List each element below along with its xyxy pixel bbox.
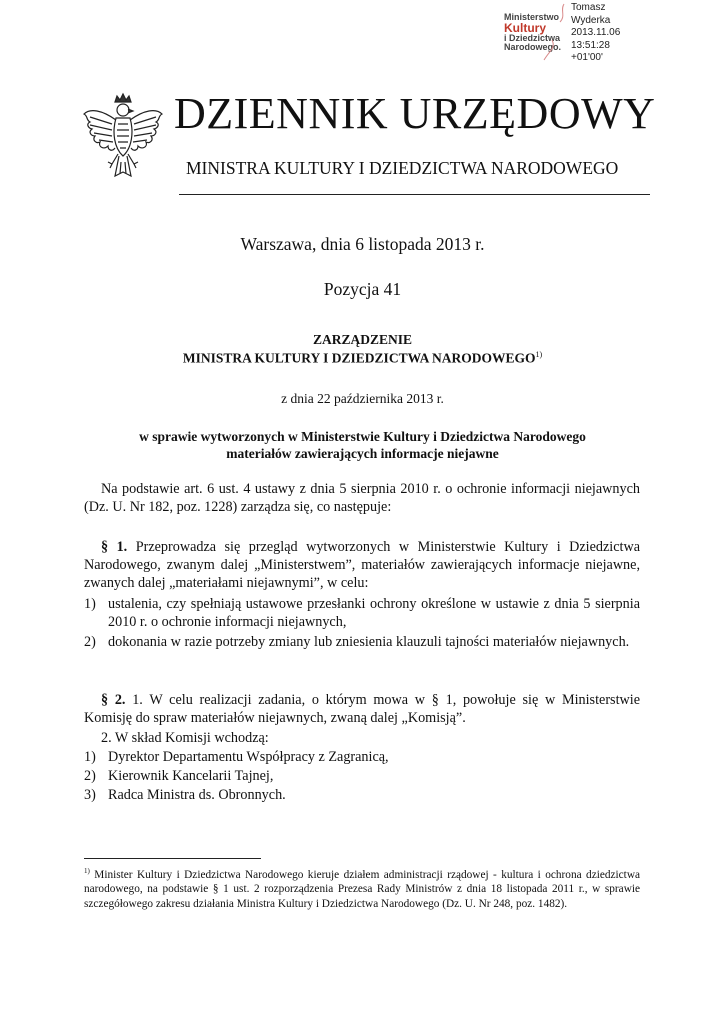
footnote-ref: 1)	[535, 350, 543, 359]
footnote-mark: 1)	[84, 867, 90, 875]
section-text: Przeprowadza się przegląd wytworzonych w Ministerstwie Kultury i Dziedzictwa Narodowego, zwanym dalej „Ministerstwem”, materiałów zawierających informacje niejawne, zwanych dalej „materiałami niejawnymi”, w celu:	[84, 539, 641, 592]
stamp-logo-line: Narodowego.	[504, 42, 562, 52]
section-mark: § 2.	[101, 692, 126, 708]
signature-scribble-icon	[530, 0, 570, 64]
digital-signature-text	[571, 2, 620, 65]
list-item	[84, 595, 640, 631]
list-item-number: 2)	[84, 768, 96, 784]
list-item	[84, 633, 640, 651]
header-divider	[179, 194, 650, 195]
list-item-text: dokonania w razie potrzeby zmiany lub zniesienia klauzuli tajności materiałów niejawnych.	[108, 634, 630, 650]
list-item	[84, 767, 640, 785]
stamp-logo-line: i Dziedzictwa	[504, 33, 561, 43]
footnote	[84, 864, 640, 912]
section-text: 1. W celu realizacji zadania, o którym mowa w § 1, powołuje się w Ministerstwie Komisję do spraw materiałów niejawnych, zwaną dalej „Komisją”.	[84, 692, 640, 727]
list-item-text: Radca Ministra ds. Obronnych.	[108, 787, 286, 803]
list-item	[84, 786, 640, 804]
signer-line: Tomasz	[571, 2, 606, 13]
signer-line: 13:51:28	[571, 39, 610, 51]
act-subject-line: materiałów zawierających informacje niejawne	[226, 446, 499, 461]
section-2	[84, 691, 640, 727]
act-issuer-text: MINISTRA KULTURY I DZIEDZICTWA NARODOWEGO	[182, 350, 536, 366]
footnote-divider	[84, 858, 261, 859]
act-issuer	[0, 350, 725, 367]
list-item-text: Kierownik Kancelarii Tajnej,	[108, 768, 274, 784]
stamp-logo-line: Ministerstwo	[504, 12, 560, 22]
list-item-number: 1)	[84, 749, 96, 765]
preamble: Na podstawie art. 6 ust. 4 ustawy z dnia 5 sierpnia 2010 r. o ochronie informacji niejawnych (Dz. U. Nr 182, poz. 1228) zarządza się, co następuje:	[84, 481, 640, 516]
publication-date: Warszawa, dnia 6 listopada 2013 r.	[240, 234, 485, 254]
position-number: Pozycja 41	[323, 279, 402, 299]
list-item-number: 2)	[84, 634, 96, 650]
gazette-subtitle: MINISTRA KULTURY I DZIEDZICTWA NARODOWEGO	[186, 158, 619, 178]
list-item-number: 3)	[84, 787, 96, 803]
signer-line: +01'00'	[571, 52, 603, 63]
act-date: z dnia 22 października 2013 r.	[281, 391, 444, 406]
list-item-number: 1)	[84, 596, 96, 612]
section-1	[84, 538, 640, 593]
gazette-title: DZIENNIK URZĘDOWY	[174, 89, 656, 138]
section-mark: § 1.	[101, 539, 128, 555]
footnote-text: Minister Kultury i Dziedzictwa Narodowego kieruje działem administracji rządowej - kultura i ochrona dziedzictwa narodowego, na podstawie § 1 ust. 2 rozporządzenia Prezesa Rady Ministrów z dnia 18 listopada 2011 r., w sprawie szczegółowego zakresu działania Ministra Kultury i Dziedzictwa Narodowego (Dz. U. Nr 248, poz. 1482).	[84, 868, 640, 910]
act-type: ZARZĄDZENIE	[312, 332, 413, 347]
stamp-logo-line: Kultury	[504, 21, 546, 35]
section-2-paragraph: 2. W skład Komisji wchodzą:	[101, 730, 269, 746]
list-item	[84, 748, 640, 766]
signer-line: 2013.11.06	[571, 27, 621, 38]
polish-eagle-emblem-icon	[82, 92, 164, 184]
list-item-text: ustalenia, czy spełniają ustawowe przesłanki ochrony określone w ustawie z dnia 5 sierpnia 2010 r. o ochronie informacji niejawnych,	[108, 596, 640, 631]
act-subject-line: w sprawie wytworzonych w Ministerstwie Kultury i Dziedzictwa Narodowego	[139, 429, 586, 444]
signer-line: Wyderka	[571, 14, 611, 26]
list-item-text: Dyrektor Departamentu Współpracy z Zagranicą,	[108, 749, 389, 765]
